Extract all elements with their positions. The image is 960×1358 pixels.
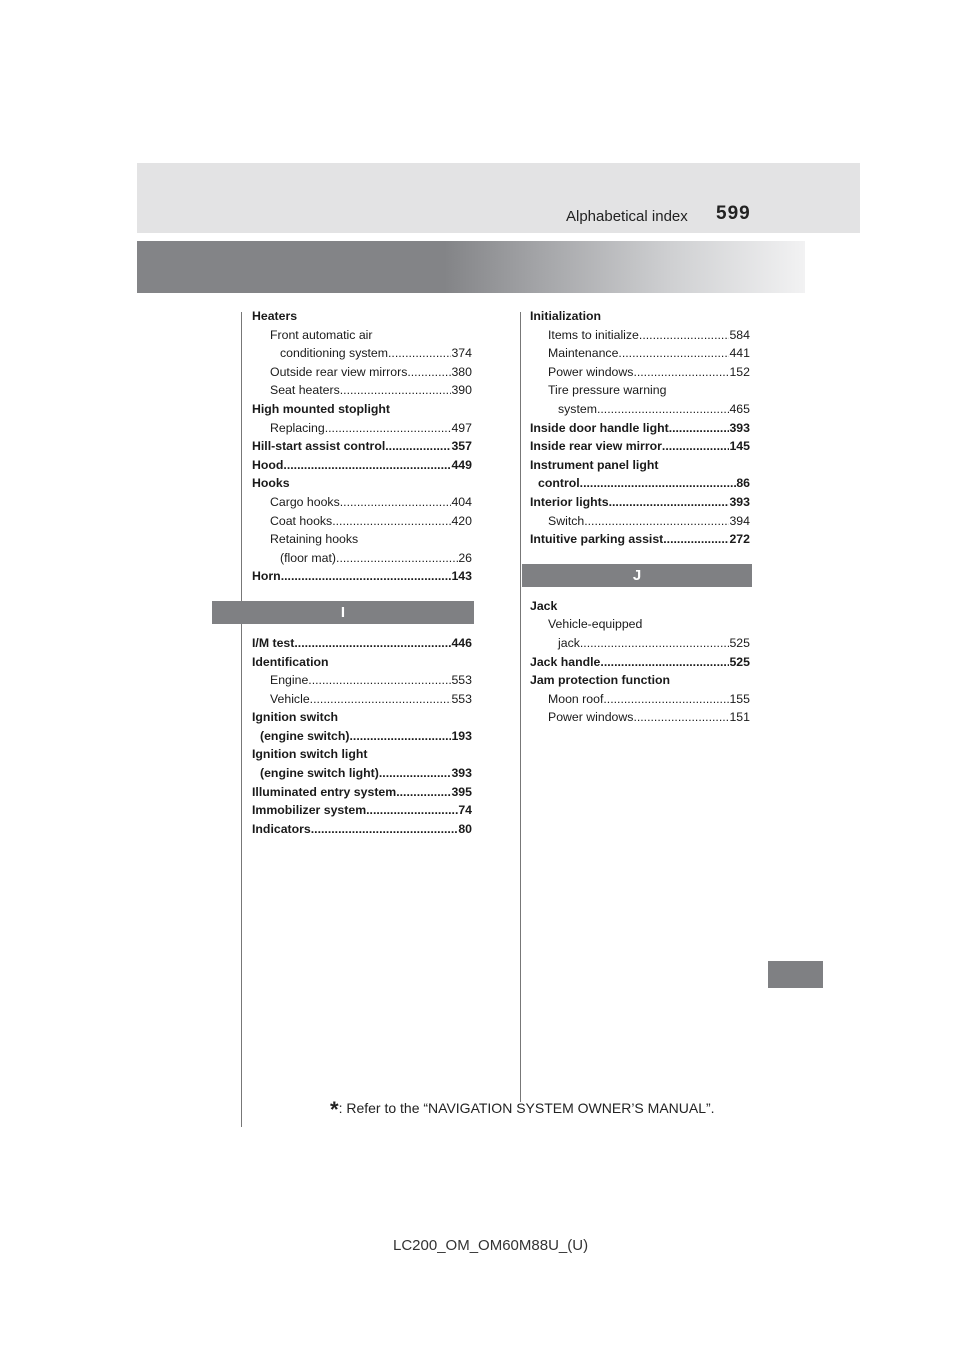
index-entry-page: 393 <box>729 420 750 435</box>
index-entry-label: Inside door handle light <box>530 420 669 435</box>
index-entry-page: 497 <box>451 420 472 435</box>
index-entry <box>252 783 472 802</box>
index-entry-page: 152 <box>729 364 750 379</box>
index-entry-page: 404 <box>451 494 472 509</box>
index-entry-page: 193 <box>451 728 472 743</box>
index-side-tab <box>768 961 823 988</box>
index-entry-page: 74 <box>458 803 472 818</box>
leader-dots <box>340 493 452 512</box>
index-entry <box>530 437 750 456</box>
index-entry <box>252 400 472 419</box>
index-entry <box>252 512 472 531</box>
index-entry <box>252 727 472 746</box>
index-entry <box>252 419 472 438</box>
index-entry <box>252 745 472 764</box>
index-entry-page: 145 <box>729 439 750 454</box>
index-entry-page: 553 <box>451 673 472 688</box>
index-entry <box>530 381 750 400</box>
index-entry <box>252 653 472 672</box>
index-entry-page: 465 <box>729 401 750 416</box>
index-entry-page: 86 <box>736 476 750 491</box>
index-entry-page: 374 <box>451 346 472 361</box>
index-entry-page: 390 <box>451 383 472 398</box>
index-entry-label: Engine <box>270 673 309 688</box>
leader-dots <box>618 344 729 363</box>
index-entry-label: Instrument panel light <box>530 457 659 472</box>
index-entry-page: 395 <box>451 784 472 799</box>
leader-dots <box>597 400 730 419</box>
index-entry <box>530 671 750 690</box>
index-entry <box>252 363 472 382</box>
index-entry-label: Intuitive parking assist <box>530 532 664 547</box>
leader-dots <box>407 363 451 382</box>
header-band <box>137 163 860 233</box>
index-entry <box>252 567 472 586</box>
index-entry-label: Vehicle <box>270 691 310 706</box>
page-number: 599 <box>716 203 751 224</box>
leader-dots <box>600 653 729 672</box>
index-entry <box>252 530 472 549</box>
leader-dots <box>633 363 729 382</box>
index-entry <box>252 801 472 820</box>
leader-dots <box>340 381 452 400</box>
index-entry <box>530 653 750 672</box>
footnote-text: : Refer to the “NAVIGATION SYSTEM OWNER’S MANUAL”. <box>338 1100 715 1116</box>
index-entry-label: Power windows <box>548 710 634 725</box>
leader-dots <box>332 512 451 531</box>
index-entry <box>252 764 472 783</box>
index-entry <box>252 493 472 512</box>
index-entry-label: Jack handle <box>530 654 601 669</box>
leader-dots <box>603 690 729 709</box>
index-entry <box>530 530 750 549</box>
index-entry-label: (engine switch) <box>260 728 350 743</box>
index-entry-label: Immobilizer system <box>252 803 367 818</box>
index-entry-page: 553 <box>451 691 472 706</box>
index-entry-label: I/M test <box>252 635 295 650</box>
index-entry-label: Jam protection function <box>530 673 671 688</box>
index-entry-label: Outside rear view mirrors <box>270 364 408 379</box>
index-entry-label: Heaters <box>252 309 298 323</box>
index-entry-page: 151 <box>729 710 750 725</box>
index-entry-label: Items to initialize <box>548 327 639 342</box>
leader-dots <box>669 419 730 438</box>
leader-dots <box>396 783 451 802</box>
index-entry-label: Switch <box>548 513 585 528</box>
index-entry-label: High mounted stoplight <box>252 401 390 416</box>
leader-dots <box>283 456 451 475</box>
leader-dots <box>311 820 459 839</box>
index-entry-label: Power windows <box>548 364 634 379</box>
index-entry-label: Retaining hooks <box>270 532 359 547</box>
index-entry <box>252 634 472 653</box>
index-entry-page: 80 <box>458 821 472 836</box>
index-entry <box>530 326 750 345</box>
index-entry-label: Cargo hooks <box>270 494 340 509</box>
index-entry-label: Ignition switch <box>252 710 339 725</box>
index-entry-page: 449 <box>451 457 472 472</box>
index-entry-page: 420 <box>451 513 472 528</box>
index-entry <box>530 400 750 419</box>
index-entry <box>252 549 472 568</box>
index-entry-label: Vehicle-equipped <box>548 617 643 632</box>
index-entry-label: Seat heaters <box>270 383 340 398</box>
leader-dots <box>325 419 452 438</box>
leader-dots <box>580 474 737 493</box>
leader-dots <box>281 567 452 586</box>
index-entry <box>252 437 472 456</box>
leader-dots <box>366 801 458 820</box>
index-entry-page: 525 <box>729 635 750 650</box>
leader-dots <box>350 727 452 746</box>
section-letter-bar: J <box>522 564 752 587</box>
index-entry-page: 446 <box>451 635 472 650</box>
index-entry <box>530 363 750 382</box>
index-entry <box>530 456 750 475</box>
index-entry-label: Inside rear view mirror <box>530 439 662 454</box>
index-entry-label: Illuminated entry system <box>252 784 397 799</box>
index-entry-page: 380 <box>451 364 472 379</box>
leader-dots <box>379 764 452 783</box>
index-entry-label: Interior lights <box>530 494 609 509</box>
index-entry-label: (engine switch light) <box>260 766 379 781</box>
index-entry-label: Indicators <box>252 821 311 836</box>
index-entry <box>252 474 472 493</box>
index-entry <box>252 671 472 690</box>
index-entry <box>252 690 472 709</box>
index-entry-page: 584 <box>729 327 750 342</box>
index-entry-label: Identification <box>252 654 329 669</box>
index-entry-label: Hill-start assist control <box>252 439 386 454</box>
index-entry-label: Tire pressure warning <box>548 383 667 398</box>
index-column-left <box>252 307 472 838</box>
index-entry <box>252 708 472 727</box>
index-entry-label: Front automatic air <box>270 327 373 342</box>
index-entry-label: Hood <box>252 457 284 472</box>
leader-dots <box>584 512 729 531</box>
index-column-right <box>530 307 750 727</box>
index-entry-label: Moon roof <box>548 691 604 706</box>
index-entry-page: 394 <box>729 513 750 528</box>
index-entry <box>252 381 472 400</box>
index-entry <box>530 344 750 363</box>
index-entry <box>530 419 750 438</box>
index-entry-page: 525 <box>729 654 750 669</box>
index-entry-label: Coat hooks <box>270 513 333 528</box>
index-entry-label: Initialization <box>530 309 602 323</box>
footnote <box>330 1097 715 1123</box>
index-entry <box>530 708 750 727</box>
index-entry <box>530 690 750 709</box>
leader-dots <box>639 326 730 345</box>
index-entry-label: Hooks <box>252 476 290 491</box>
leader-dots <box>336 549 458 568</box>
index-entry-label: Ignition switch light <box>252 747 368 762</box>
index-entry-label: Jack <box>530 598 558 613</box>
index-entry-label: control <box>538 476 580 491</box>
leader-dots <box>663 530 729 549</box>
index-entry-page: 357 <box>451 439 472 454</box>
index-entry-label: jack <box>558 635 580 650</box>
middle-column-rule <box>520 312 521 1102</box>
index-entry <box>530 474 750 493</box>
index-entry <box>530 307 750 326</box>
index-entry-page: 393 <box>451 766 472 781</box>
index-entry-label: Replacing <box>270 420 325 435</box>
index-entry <box>252 344 472 363</box>
header-title: Alphabetical index <box>566 208 688 225</box>
index-entry-page: 26 <box>458 550 472 565</box>
leader-dots <box>580 634 730 653</box>
leader-dots <box>385 437 451 456</box>
index-entry-page: 143 <box>451 569 472 584</box>
leader-dots <box>609 493 730 512</box>
index-entry <box>252 307 472 326</box>
index-entry <box>252 456 472 475</box>
index-entry-label: Maintenance <box>548 346 619 361</box>
footnote-asterisk: * <box>330 1097 339 1122</box>
leader-dots <box>308 671 451 690</box>
index-entry <box>252 326 472 345</box>
left-column-rule <box>241 312 242 1127</box>
document-id: LC200_OM_OM60M88U_(U) <box>393 1237 589 1254</box>
index-entry <box>530 597 750 616</box>
index-entry <box>530 615 750 634</box>
leader-dots <box>388 344 451 363</box>
leader-dots <box>633 708 729 727</box>
leader-dots <box>310 690 452 709</box>
index-entry-page: 272 <box>729 532 750 547</box>
index-entry-page: 155 <box>729 691 750 706</box>
index-entry <box>530 493 750 512</box>
index-entry-page: 441 <box>729 346 750 361</box>
index-entry-label: conditioning system <box>280 346 388 361</box>
leader-dots <box>294 634 451 653</box>
index-entry <box>530 634 750 653</box>
index-entry <box>530 512 750 531</box>
header-gradient-bar <box>137 241 805 293</box>
index-entry-label: system <box>558 401 597 416</box>
index-entry-page: 393 <box>729 494 750 509</box>
leader-dots <box>662 437 730 456</box>
section-letter-bar: I <box>212 601 474 624</box>
index-entry-label: (floor mat) <box>280 550 337 565</box>
index-entry-label: Horn <box>252 569 281 584</box>
index-entry <box>252 820 472 839</box>
